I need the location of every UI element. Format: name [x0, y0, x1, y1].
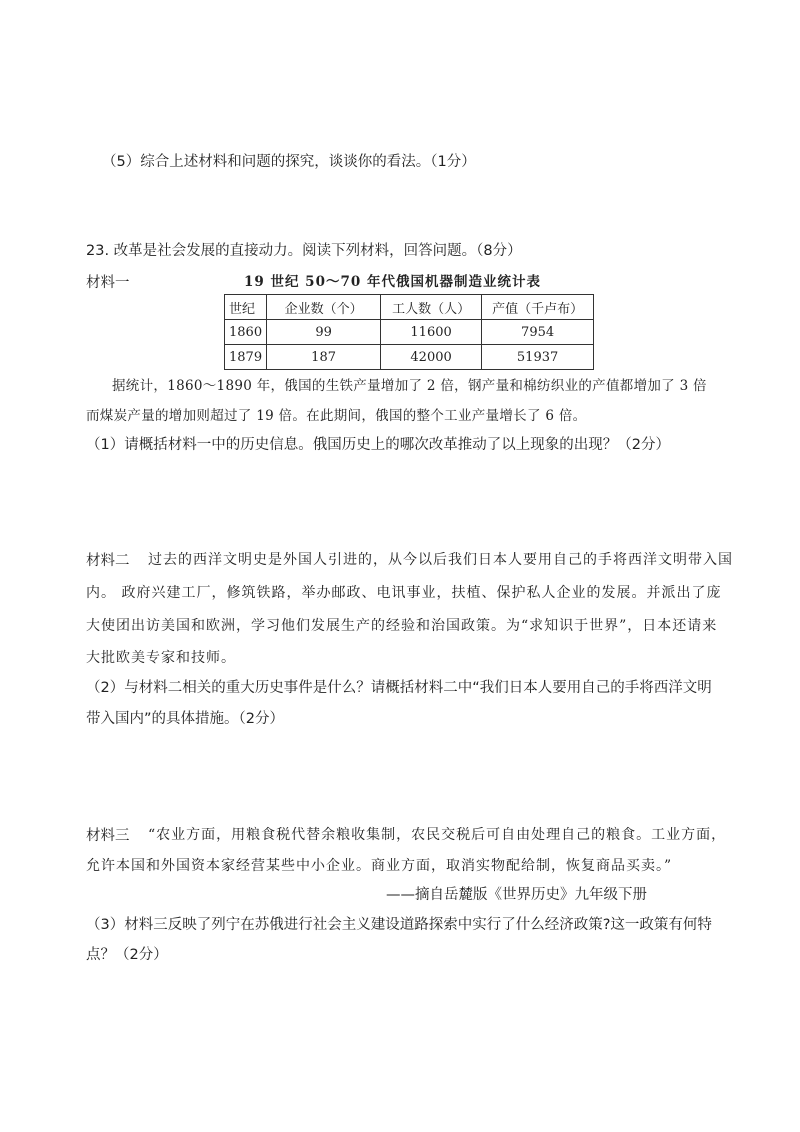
material2-line1: 过去的西洋文明史是外国人引进的，从今以后我们日本人要用自己的手将西洋文明带入国 — [148, 552, 733, 568]
table-header-cell: 工人数（人） — [381, 295, 482, 320]
material2-line4: 大批欧美专家和技师。 — [86, 650, 236, 666]
question-23-3-line2: 点？（2分） — [86, 947, 168, 963]
question-23-1: （1）请概括材料一中的历史信息。俄国历史上的哪次改革推动了以上现象的出现？（2分） — [86, 437, 670, 453]
material1-label: 材料一 — [86, 275, 130, 291]
table-title: 19 世纪 50～70 年代俄国机器制造业统计表 — [244, 274, 541, 290]
table-cell: 11600 — [381, 320, 482, 345]
table-header-row — [225, 295, 594, 320]
table-cell: 51937 — [482, 345, 594, 370]
table-cell: 187 — [267, 345, 381, 370]
table-header-cell: 产值（千卢布） — [482, 295, 594, 320]
table-cell: 1879 — [225, 345, 267, 370]
question-22-5: （5）综合上述材料和问题的探究，谈谈你的看法。（1分） — [102, 154, 476, 170]
table-header-cell: 世纪 — [225, 295, 267, 320]
material2-label: 材料二 — [86, 553, 130, 569]
question-23-title: 23. 改革是社会发展的直接动力。阅读下列材料，回答问题。（8分） — [86, 243, 522, 259]
material2-line3: 大使团出访美国和欧洲，学习他们发展生产的经验和治国政策。为“求知识于世界”，日本还请来 — [86, 618, 718, 634]
material2-line2: 内。 政府兴建工厂，修筑铁路，举办邮政、电讯事业，扶植、保护私人企业的发展。并派出了庞 — [86, 585, 722, 601]
table-cell: 7954 — [482, 320, 594, 345]
table-cell: 42000 — [381, 345, 482, 370]
question-23-2-line1: （2）与材料二相关的重大历史事件是什么？请概括材料二中“我们日本人要用自己的手将西洋文明 — [86, 680, 712, 696]
table-row — [225, 320, 594, 345]
question-23-2-line2: 带入国内”的具体措施。（2分） — [86, 711, 284, 727]
material3-source: ——摘自岳麓版《世界历史》九年级下册 — [386, 887, 647, 903]
material3-line1: “农业方面，用粮食税代替余粮收集制，农民交税后可自由处理自己的粮食。工业方面， — [148, 827, 727, 843]
table-header-cell: 企业数（个） — [267, 295, 381, 320]
material1-paragraph-line1: 据统计，1860～1890 年，俄国的生铁产量增加了 2 倍，钢产量和棉纺织业的产值都增加了 3 倍 — [112, 378, 707, 394]
table-cell: 99 — [267, 320, 381, 345]
table-cell: 1860 — [225, 320, 267, 345]
material1-paragraph-line2: 而煤炭产量的增加则超过了 19 倍。在此期间，俄国的整个工业产量增长了 6 倍。 — [86, 408, 587, 424]
statistics-table — [224, 294, 594, 370]
question-23-3-line1: （3）材料三反映了列宁在苏俄进行社会主义建设道路探索中实行了什么经济政策?这一政策有何特 — [86, 917, 712, 933]
table-row — [225, 345, 594, 370]
material3-label: 材料三 — [86, 828, 130, 844]
material3-line2: 允许本国和外国资本家经营某些中小企业。商业方面，取消实物配给制，恢复商品买卖。” — [86, 858, 673, 874]
